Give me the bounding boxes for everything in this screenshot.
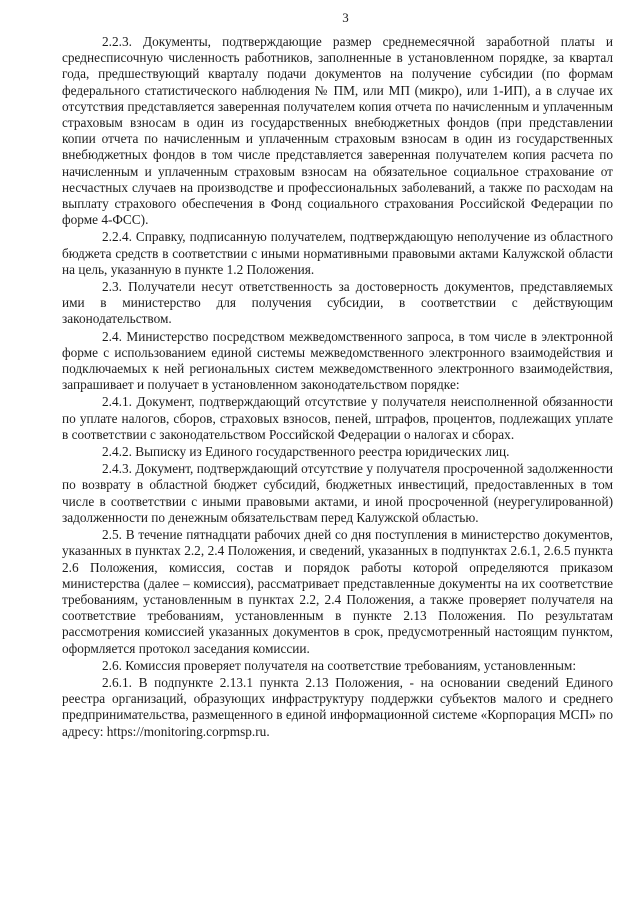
paragraph-2-4: 2.4. Министерство посредством межведомственного запроса, в том числе в электронной форме с использованием единой системы межведомственного электронного взаимодействия и подключаемых к ней региональных систем межведомственного электронного взаимодействия, запрашивает и получает в установленном законодательством порядке: <box>62 328 613 393</box>
paragraph-2-3: 2.3. Получатели несут ответственность за достоверность документов, представляемых ими в министерство для получения субсидии, в соответствии с действующим законодательством. <box>62 279 613 327</box>
paragraph-2-4-3: 2.4.3. Документ, подтверждающий отсутствие у получателя просроченной задолженности по возврату в областной бюджет субсидий, бюджетных инвестиций, предоставленных в том числе в соответствии с иными правовыми актами, и иной просроченной (неурегулированной) задолженности по денежным обязательствам перед Калужской областью. <box>62 461 613 525</box>
paragraph-2-6: 2.6. Комиссия проверяет получателя на соответствие требованиям, установленным: <box>102 657 577 673</box>
paragraph-2-4-2: 2.4.2. Выписку из Единого государственного реестра юридических лиц. <box>102 444 510 460</box>
page-number: 3 <box>342 10 349 25</box>
paragraph-2-5: 2.5. В течение пятнадцати рабочих дней со дня поступления в министерство документов, указанных в пунктах 2.2, 2.4 Положения, и сведений, указанных в подпунктах 2.6.1, 2.6.5 пункта 2.6 Положения, комиссия, состав и порядок работы которой определяются приказом министерства (далее – комиссия), рассматривает представленные документы на их соответствие требованиям, установленным в пунктах 2.2, 2.4 Положения, а также проверяет получателя на соответствие требованиям, установленным в пункте 2.13 Положения. По результатам рассмотрения комиссией указанных документов в срок, предусмотренный настоящим пунктом, оформляется протокол заседания комиссии. <box>62 527 613 656</box>
paragraph-2-4-1: 2.4.1. Документ, подтверждающий отсутствие у получателя неисполненной обязанности по уплате налогов, сборов, страховых взносов, пеней, штрафов, процентов, подлежащих уплате в соответствии с законодательством Российской Федерации о налогах и сборах. <box>62 394 613 442</box>
paragraph-2-2-4: 2.2.4. Справку, подписанную получателем, подтверждающую неполучение из областного бюджета средств в соответствии с иными нормативными правовыми актами Калужской области на цель, указанную в пункте 1.2 Положения. <box>62 229 613 277</box>
paragraph-2-6-1: 2.6.1. В подпункте 2.13.1 пункта 2.13 Положения, - на основании сведений Единого реестра организаций, образующих инфраструктуру поддержки субъектов малого и среднего предпринимательства, размещенного в единой информационной системе «Корпорация МСП» по адресу: https://monitoring.corpmsp.ru. <box>62 674 613 739</box>
paragraph-2-2-3: 2.2.3. Документы, подтверждающие размер среднемесячной заработной платы и среднесписочную численность работников, заполненные в установленном порядке, за квартал года, предшествующий кварталу подачи документов на получение субсидии (по формам федерального статистического наблюдения № ПМ, или МП (микро), или 1-ИП), а в случае их отсутствия представляется заверенная получателем копия отчета по начисленным и уплаченным страховым взносам в один из государственных внебюджетных фондов (при представлении копии отчета по начисленным и уплаченным страховым взносам в один из государственных внебюджетных фондов в том числе представляется заверенная получателем копия расчета по начисленным и уплаченным страховым взносам на обязательное социальное страхование от несчастных случаев на производстве и профессиональных заболеваний, а также по расходам на выплату страхового обеспечения в Фонд социального страхования Российской Федерации по форме 4-ФСС). <box>62 34 613 228</box>
